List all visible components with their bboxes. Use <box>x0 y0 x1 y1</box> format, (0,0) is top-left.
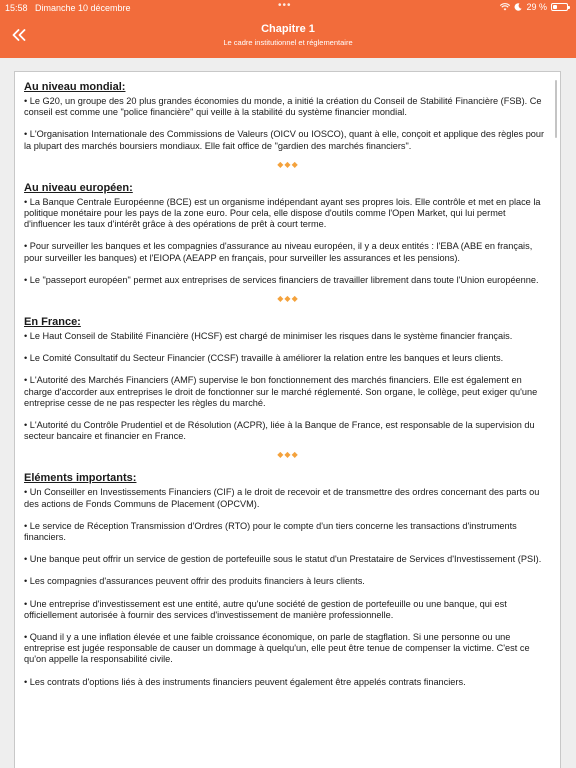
section-separator: ◆◆◆ <box>277 450 299 460</box>
section-title: Au niveau mondial: <box>24 81 126 93</box>
paragraph: • Le Comité Consultatif du Secteur Financier (CCSF) travaille à améliorer la relation entre les banques et leurs clients. <box>24 353 504 364</box>
paragraph: • Le "passeport européen" permet aux entreprises de services financiers de travailler librement dans toute l'Union européenne. <box>24 274 539 285</box>
battery-level <box>553 5 557 9</box>
paragraph: • Les compagnies d'assurances peuvent offrir des produits financiers à leurs clients. <box>24 576 365 587</box>
paragraph: • L'Organisation Internationale des Commissions de Valeurs (OICV ou IOSCO), quant à elle, conçoit et applique des règles pour la plupart des marchés boursiers mondiaux. Elle fait office de "gardien des marchés financiers". <box>24 129 545 151</box>
section-europeen <box>24 182 552 306</box>
moon-icon <box>514 3 522 11</box>
section-france <box>24 316 552 462</box>
wifi-icon <box>500 3 510 11</box>
status-indicators <box>500 2 568 12</box>
paragraph: • Une entreprise d'investissement est une entité, autre qu'une société de gestion de portefeuille ou une banque, qui est officiellement autorisée à fournir des services d'investissement de manière professionnelle. <box>24 598 507 620</box>
content-card[interactable] <box>14 71 561 768</box>
status-bar <box>0 0 576 16</box>
section-title: Au niveau européen: <box>24 181 133 194</box>
paragraph: • Le Haut Conseil de Stabilité Financière (HCSF) est chargé de minimiser les risques dans le système financier français. <box>24 331 513 342</box>
battery-percentage: 29 % <box>526 2 547 12</box>
chapter-title: Chapitre 1 <box>261 23 315 35</box>
paragraph: • Quand il y a une inflation élevée et une faible croissance économique, on parle de stagflation. Si une personne ou une entreprise est jugée responsable de causer un dommage à quelqu'un, elle peut être tenue de compenser la victime. C'est ce qu'on appelle la responsabilité civile. <box>24 632 530 665</box>
paragraph: • Un Conseiller en Investissements Financiers (CIF) a le droit de recevoir et de transmettre des ordres concernant des parts ou des actions de Fonds Communs de Placement (OPCVM). <box>24 487 540 509</box>
section-mondial <box>24 81 552 172</box>
paragraph: • L'Autorité des Marchés Financiers (AMF) supervise le bon fonctionnement des marchés financiers. Elle est également en charge d'accorder aux entreprises le droit de fonctionner sur le marché réglementé. Son organe, le collège, peut exiger qu'une entreprise cesse de ne pas respecter les règles du marché. <box>24 375 538 408</box>
chapter-content <box>24 81 552 699</box>
battery-icon <box>551 3 568 11</box>
app-header <box>0 0 576 58</box>
multitasking-dots-icon[interactable]: ••• <box>278 0 292 11</box>
section-elements-importants <box>24 472 552 687</box>
scrollbar-thumb[interactable] <box>555 80 557 138</box>
paragraph: • L'Autorité du Contrôle Prudentiel et de Résolution (ACPR), liée à la Banque de France, est responsable de la supervision du secteur bancaire et financier en France. <box>24 420 535 442</box>
section-separator: ◆◆◆ <box>277 294 299 304</box>
section-separator: ◆◆◆ <box>277 159 299 169</box>
chapter-subtitle: Le cadre institutionnel et réglementaire <box>223 38 353 47</box>
section-title: Eléments importants: <box>24 472 137 485</box>
paragraph: • Le service de Réception Transmission d'Ordres (RTO) pour le compte d'un tiers concerne les transactions d'instruments financiers. <box>24 520 517 543</box>
status-date: Dimanche 10 décembre <box>35 3 131 13</box>
section-title: En France: <box>24 316 81 329</box>
status-time: 15:58 <box>5 3 28 13</box>
paragraph: • La Banque Centrale Européenne (BCE) est un organisme indépendant ayant ses propres lois. Elle contrôle et met en place la politique monétaire pour les pays de la zone euro. Pour cela, elle dispose d'outils comme l'Open Market, qui lui permet d'influencer les taux d'intérêt grâce à des opérations de prêt à court terme. <box>24 196 541 230</box>
paragraph: • Pour surveiller les banques et les compagnies d'assurance au niveau européen, il y a deux entités : l'EBA (ABE en français, pour surveiller les banques) et l'EIOPA (AEAPP en français, pour surveiller les assurances et les pensions). <box>24 241 533 263</box>
paragraph: • Une banque peut offrir un service de gestion de portefeuille sous le statut d'un Prestataire de Services d'Investissement (PSI). <box>24 554 542 565</box>
paragraph: • Le G20, un groupe des 20 plus grandes économies du monde, a initié la création du Conseil de Stabilité Financière (FSB). Ce conseil est comme une "police financière" qui veille à la stabilité du système financier mondial. <box>24 96 542 118</box>
paragraph: • Les contrats d'options liés à des instruments financiers peuvent également être appelés contrats financiers. <box>24 676 466 687</box>
